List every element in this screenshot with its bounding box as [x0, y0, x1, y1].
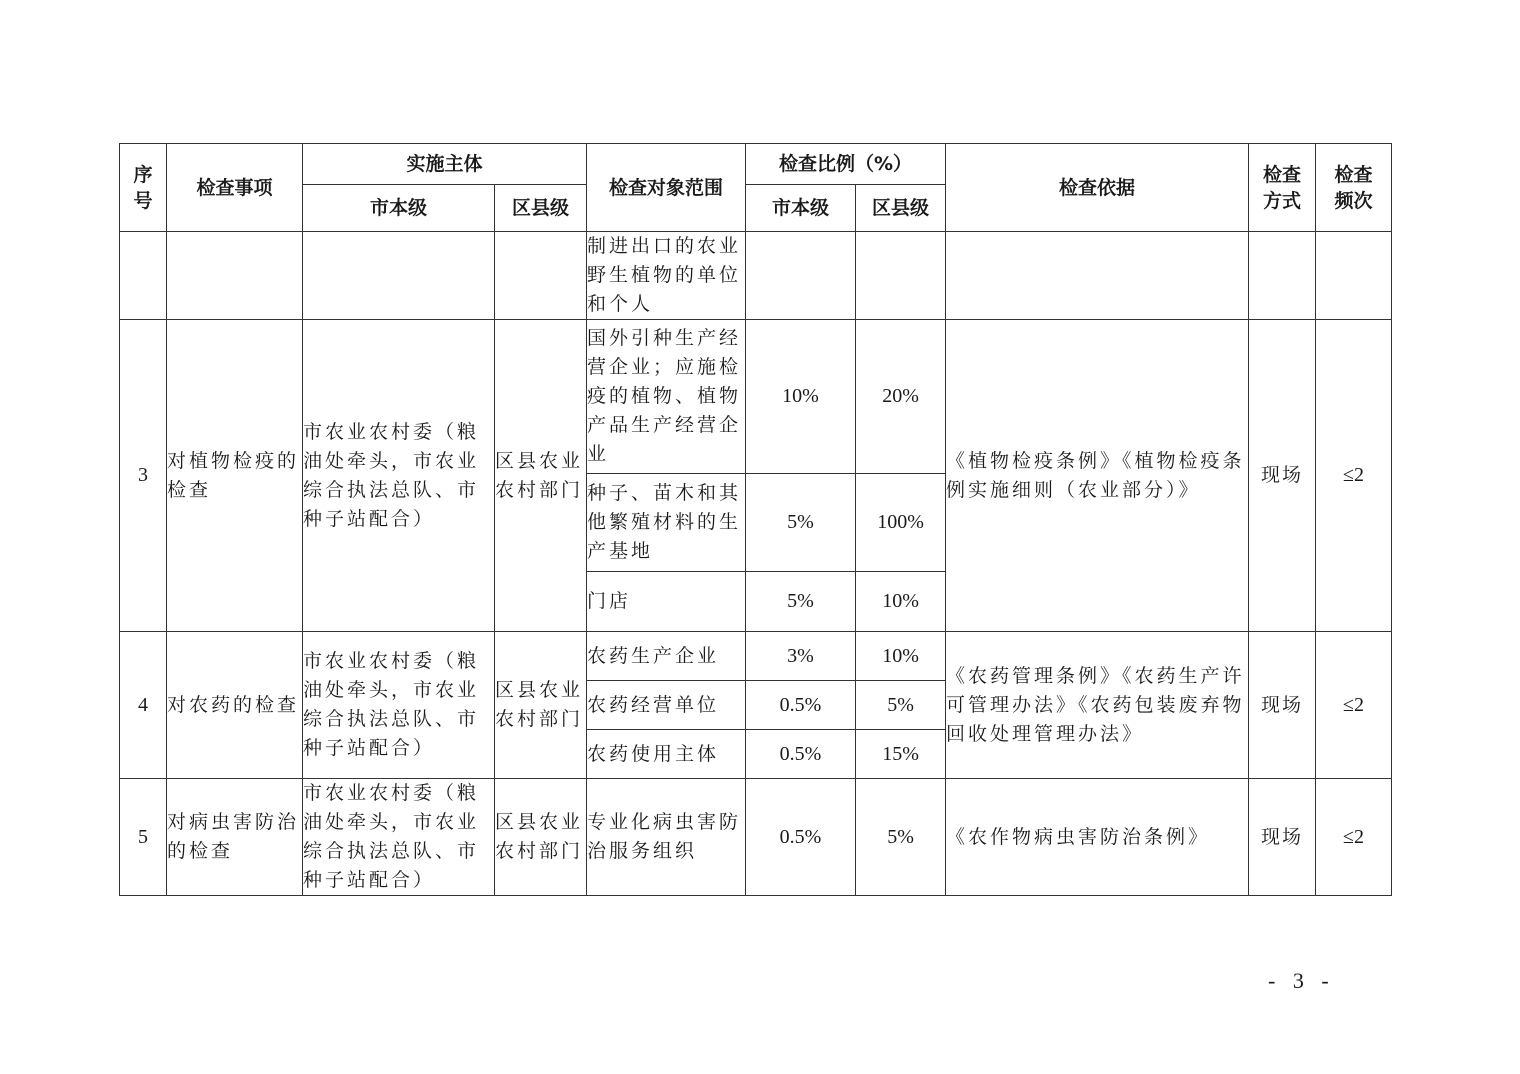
frequency-cell: ≤2	[1316, 779, 1392, 896]
city-subject-cell: 市农业农村委（粮油处牵头，市农业综合执法总队、市种子站配合）	[303, 779, 495, 896]
frequency-cell: ≤2	[1316, 632, 1392, 779]
item-cell: 对病虫害防治的检查	[167, 779, 303, 896]
method-cell: 现场	[1249, 632, 1316, 779]
ratio-county-cell: 20%	[856, 320, 946, 474]
page-number: - 3 -	[1268, 968, 1335, 993]
ratio-city-cell: 0.5%	[746, 681, 856, 730]
header-ratio-city: 市本级	[746, 185, 856, 232]
table-row	[120, 320, 1392, 474]
table-row	[120, 632, 1392, 681]
table-row	[120, 232, 1392, 320]
basis-cell: 《农作物病虫害防治条例》	[946, 779, 1249, 896]
ratio-city-cell: 5%	[746, 474, 856, 572]
county-subject-cell: 区县农业农村部门	[495, 632, 587, 779]
ratio-county-cell: 5%	[856, 681, 946, 730]
header-seq: 序号	[120, 144, 167, 232]
header-frequency: 检查频次	[1316, 144, 1392, 232]
ratio-city-cell: 5%	[746, 572, 856, 632]
scope-cell: 农药经营单位	[587, 681, 746, 730]
header-method: 检查方式	[1249, 144, 1316, 232]
header-item: 检查事项	[167, 144, 303, 232]
header-subject: 实施主体	[303, 144, 587, 185]
item-cell: 对植物检疫的检查	[167, 320, 303, 632]
scope-cell: 农药使用主体	[587, 730, 746, 779]
header-scope: 检查对象范围	[587, 144, 746, 232]
ratio-county-cell: 10%	[856, 572, 946, 632]
method-cell: 现场	[1249, 320, 1316, 632]
county-subject-cell: 区县农业农村部门	[495, 779, 587, 896]
ratio-city-cell: 0.5%	[746, 779, 856, 896]
ratio-county-cell: 100%	[856, 474, 946, 572]
method-cell: 现场	[1249, 779, 1316, 896]
scope-cell: 种子、苗木和其他繁殖材料的生产基地	[587, 474, 746, 572]
header-subject-city: 市本级	[303, 185, 495, 232]
basis-cell: 《农药管理条例》《农药生产许可管理办法》《农药包装废弃物回收处理管理办法》	[946, 632, 1249, 779]
city-subject-cell: 市农业农村委（粮油处牵头，市农业综合执法总队、市种子站配合）	[303, 632, 495, 779]
basis-cell: 《植物检疫条例》《植物检疫条例实施细则（农业部分）》	[946, 320, 1249, 632]
header-ratio-county: 区县级	[856, 185, 946, 232]
inspection-table	[119, 143, 1392, 896]
header-ratio: 检查比例（%）	[746, 144, 946, 185]
ratio-county-cell: 10%	[856, 632, 946, 681]
scope-cell: 专业化病虫害防治服务组织	[587, 779, 746, 896]
ratio-county-cell: 5%	[856, 779, 946, 896]
scope-cell: 制进出口的农业野生植物的单位和个人	[587, 232, 746, 320]
seq-cell: 4	[120, 632, 167, 779]
seq-cell: 3	[120, 320, 167, 632]
ratio-city-cell: 3%	[746, 632, 856, 681]
scope-cell: 国外引种生产经营企业；应施检疫的植物、植物产品生产经营企业	[587, 320, 746, 474]
county-subject-cell: 区县农业农村部门	[495, 320, 587, 632]
frequency-cell: ≤2	[1316, 320, 1392, 632]
ratio-city-cell: 10%	[746, 320, 856, 474]
scope-cell: 农药生产企业	[587, 632, 746, 681]
header-subject-county: 区县级	[495, 185, 587, 232]
seq-cell: 5	[120, 779, 167, 896]
item-cell: 对农药的检查	[167, 632, 303, 779]
ratio-county-cell: 15%	[856, 730, 946, 779]
header-basis: 检查依据	[946, 144, 1249, 232]
scope-cell: 门店	[587, 572, 746, 632]
table-row	[120, 779, 1392, 896]
city-subject-cell: 市农业农村委（粮油处牵头，市农业综合执法总队、市种子站配合）	[303, 320, 495, 632]
ratio-city-cell: 0.5%	[746, 730, 856, 779]
